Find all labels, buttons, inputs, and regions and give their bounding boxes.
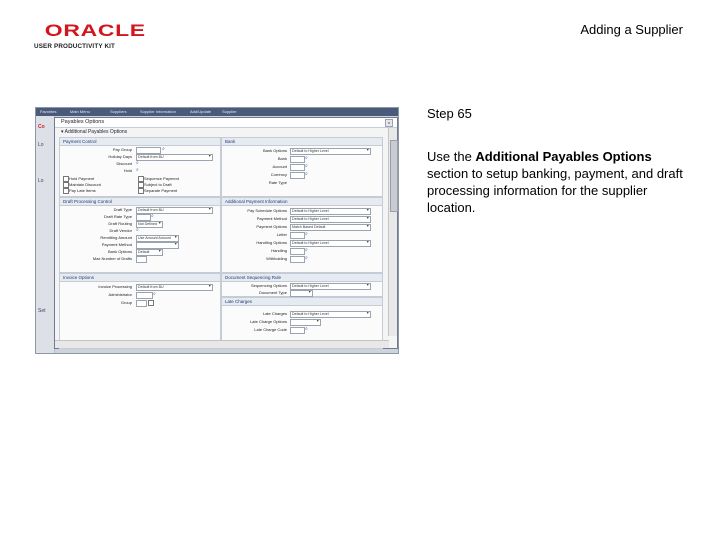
breadcrumb-item[interactable]: Add/Update [190,109,212,114]
bank-options-select[interactable]: Default to Higher Level ▾ [290,148,371,155]
form-row [60,206,220,213]
late-charge-options-select[interactable] [290,319,321,326]
checkbox-label: Subject to Draft [144,182,172,187]
field-label: Bank Options [107,249,132,254]
form-row [222,255,382,262]
instruction-suffix: section to setup banking, payment, and draft processing information for the supplier location. [427,166,683,215]
draft-routing-select[interactable]: Not Defined ▾ [136,221,163,228]
field-label: Holiday Days [108,154,132,159]
lookup-icon[interactable]: ⌕ [305,231,308,237]
form-row [60,248,220,255]
breadcrumb-bar [36,108,398,116]
instruction-emphasis: Additional Payables Options [475,149,652,164]
box-title: Additional Payment Information [222,198,382,206]
form-row [222,147,382,154]
form-row [60,146,220,153]
field-label: Account [272,164,287,169]
group-input[interactable] [136,300,147,307]
field-label: Letter [276,232,287,237]
modal-title-bar [55,118,397,128]
left-strip-text: Lo [38,142,44,148]
late-charges-select[interactable]: Default to Higher Level ▾ [290,311,371,318]
checkbox-label: Hold Payment [69,176,95,181]
field-label: Late Charge Options [250,319,287,324]
field-label: Late Charge Code [254,327,287,332]
scrollbar-thumb[interactable] [390,140,398,212]
lookup-icon[interactable]: ⌕ [305,247,308,253]
box-title: Late Charges [222,298,382,306]
handling-input[interactable] [290,248,305,255]
breadcrumb-item[interactable]: Main Menu [70,109,90,114]
holiday-days-select[interactable]: Default from BU ▾ [136,154,213,161]
box-title: Document Sequencing Rule [222,274,382,282]
field-label: Draft Vendor [109,228,132,233]
document-sequencing-box [221,273,383,297]
payment-options-select[interactable]: Match Based Default ▾ [290,224,371,231]
field-label: Bank Options [262,148,287,153]
form-row [222,310,382,317]
field-label: Administrator [108,292,132,297]
form-row [222,231,382,238]
collapse-triangle-icon[interactable]: ▾ [61,129,65,135]
form-row [222,282,382,289]
form-row [222,207,382,214]
breadcrumb-item[interactable]: Supplier Information [140,109,176,114]
form-row [60,213,220,220]
bank-input[interactable] [290,156,305,163]
administrator-input[interactable] [136,292,153,299]
remitting-amount-select[interactable]: Use Amount Amount ▾ [136,235,179,242]
field-label: Draft Type [113,207,132,212]
field-label: Draft Rate Type [104,214,132,219]
checkbox-row [60,187,220,194]
breadcrumb-item[interactable]: Suppliers [110,109,127,114]
step-instruction [427,148,687,216]
field-label: Pay Schedule Options [247,208,287,213]
form-row [60,234,220,241]
breadcrumb-item[interactable]: Favorites [40,109,57,114]
form-row [60,160,220,167]
oracle-logo [34,21,146,50]
max-drafts-input[interactable] [136,256,147,263]
checkbox-label: Pay Late Items [69,188,96,193]
handling-options-select[interactable]: Default to Higher Level ▾ [290,240,371,247]
section-header[interactable] [55,128,397,136]
payment-method-select[interactable]: Default to Higher Level ▾ [290,216,371,223]
field-label: Remitting Amount [100,235,132,240]
invoice-options-box [59,273,221,349]
checkbox-label: Separate Payment [144,188,178,193]
lookup-icon[interactable]: ⌕ [305,255,308,261]
form-row [60,291,220,298]
lookup-icon[interactable]: ⌕ [136,160,139,166]
currency-input[interactable] [290,172,305,179]
logo-product: USER PRODUCTIVITY KIT [34,43,116,50]
field-label: Sequencing Options [250,283,287,288]
lookup-icon[interactable]: ⌕ [305,171,308,177]
sequencing-options-select[interactable]: Default to Higher Level ▾ [290,283,371,290]
modal-title: Payables Options [61,119,105,125]
field-label: Payment Method [256,216,287,221]
document-title: Adding a Supplier [580,22,683,37]
checkbox-label: Maintain Discount [69,182,101,187]
field-label: Handling [271,248,287,253]
close-icon[interactable]: x [385,119,393,127]
lookup-icon[interactable]: ⌕ [136,227,139,233]
form-row [60,283,220,290]
form-row [222,163,382,170]
draft-type-select[interactable]: Default from BU ▾ [136,207,213,214]
payables-options-modal [54,117,398,349]
box-title: Draft Processing Control [60,198,220,206]
withholding-input[interactable] [290,256,305,263]
field-label: Hold [123,168,132,173]
form-row [222,318,382,325]
lookup-icon[interactable]: ⌕ [305,163,308,169]
form-row [60,255,220,262]
form-row [60,299,220,306]
field-label: Group [120,300,132,305]
step-label: Step 65 [427,106,472,121]
lookup-icon[interactable]: ⌕ [153,291,156,297]
horizontal-scrollbar[interactable] [55,340,389,348]
form-row [222,289,382,296]
field-label: Late Charges [262,311,287,316]
draft-processing-box [59,197,221,273]
form-row [222,223,382,230]
field-label: Discount [116,161,132,166]
form-row [222,171,382,178]
pay-schedule-select[interactable]: Default to Higher Level ▾ [290,208,371,215]
vertical-scrollbar[interactable] [388,128,397,336]
breadcrumb-item[interactable]: Supplier [222,109,237,114]
logo-brand: ORACLE [44,21,146,40]
form-row [60,241,220,248]
invoice-processing-select[interactable]: Default from BU ▾ [136,284,213,291]
application-screenshot [35,107,399,354]
field-label: Document Type [259,290,287,295]
checkbox-label: Sequence Payment [144,176,179,181]
form-row [222,239,382,246]
field-label: Payment Options [256,224,287,229]
document-type-select[interactable] [290,290,313,297]
form-row [60,220,220,227]
form-row [222,215,382,222]
form-row [60,167,220,174]
form-row [60,227,220,234]
field-label: Invoice Processing [98,284,132,289]
payment-control-box [59,137,221,197]
bank-box [221,137,383,197]
form-row [222,247,382,254]
form-row [222,155,382,162]
field-label: Withholding [266,256,287,261]
box-title: Bank [222,138,382,146]
field-label: Max Number of Drafts [92,256,132,261]
lookup-icon[interactable]: ⌕ [136,167,139,173]
lookup-icon[interactable]: ⌕ [162,146,165,152]
field-label: Pay Group [112,147,132,152]
field-label: Rate Type [268,180,287,185]
left-strip-text: Set [38,308,46,314]
option-checkbox[interactable] [148,300,154,306]
form-row [60,153,220,160]
form-row [222,326,382,333]
section-title: Additional Payables Options [64,129,128,135]
lookup-icon[interactable]: ⌕ [305,155,308,161]
additional-payment-box [221,197,383,273]
field-label: Payment Method [101,242,132,247]
left-strip-text: Lo [38,178,44,184]
form-row [222,179,382,186]
lookup-icon[interactable]: ⌕ [305,326,308,332]
field-label: Handling Options [256,240,287,245]
left-strip-text: Co [38,124,45,130]
bank-options-select[interactable]: Default ▾ [136,249,163,256]
box-title: Invoice Options [60,274,220,282]
instruction-prefix: Use the [427,149,476,164]
account-input[interactable] [290,164,305,171]
letter-input[interactable] [290,232,305,239]
late-charge-code-input[interactable] [290,327,305,334]
field-label: Draft Routing [108,221,132,226]
lookup-icon[interactable]: ⌕ [151,213,154,219]
field-label: Bank [277,156,287,161]
box-title: Payment Control [60,138,220,146]
field-label: Currency [270,172,287,177]
